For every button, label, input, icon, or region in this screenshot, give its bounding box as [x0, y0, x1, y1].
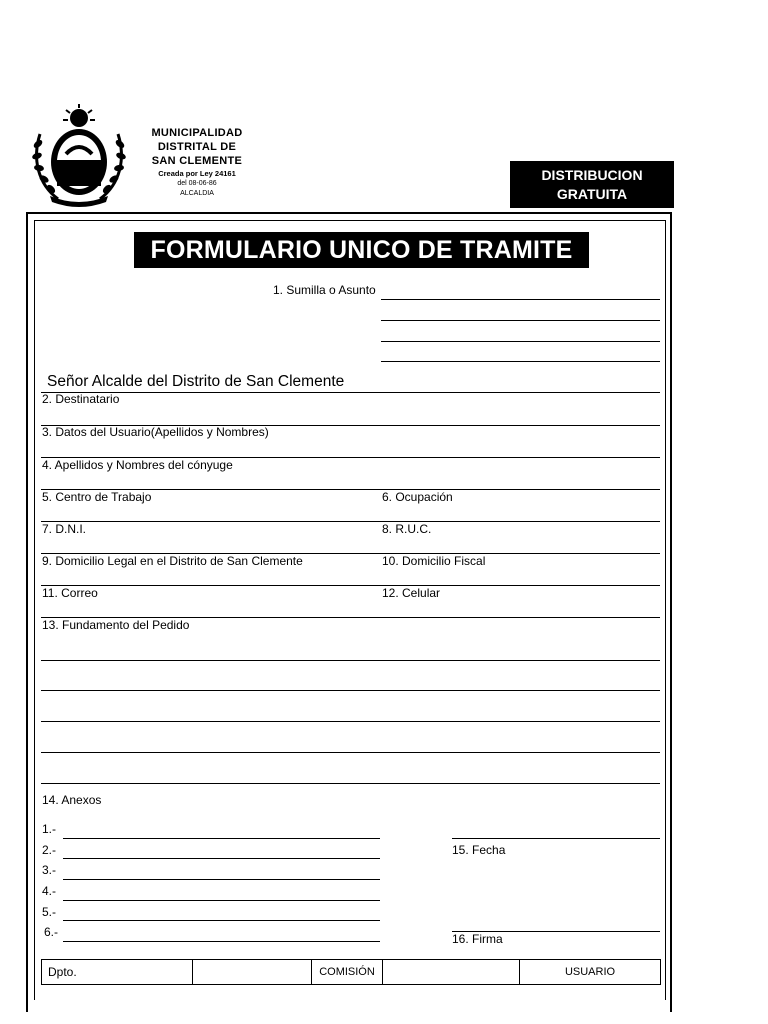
routing-table — [41, 959, 661, 985]
table-row — [42, 960, 661, 985]
field-fiscal-address-label: 10. Domicilio Fiscal — [382, 554, 486, 568]
field-reason-line[interactable] — [41, 690, 660, 691]
office-text: ALCALDIA — [180, 190, 214, 197]
field-reason-line[interactable] — [41, 660, 660, 661]
municipality-line: SAN CLEMENTE — [151, 155, 243, 167]
annex-item-line[interactable] — [63, 900, 380, 901]
table-cell-department: Dpto. — [42, 960, 193, 985]
annex-item-label: 2.- — [42, 843, 57, 857]
field-ruc-label: 8. R.U.C. — [382, 522, 432, 536]
field-subject-line[interactable] — [381, 341, 660, 342]
field-reason-label: 13. Fundamento del Pedido — [42, 618, 190, 632]
annex-item-line[interactable] — [63, 920, 380, 921]
addressee-text: Señor Alcalde del Distrito de San Clemente — [47, 373, 345, 390]
distribution-badge — [510, 161, 674, 208]
annex-item-label: 3.- — [42, 863, 57, 877]
table-cell-blank[interactable] — [383, 960, 520, 985]
field-occupation-label: 6. Ocupación — [382, 490, 453, 504]
field-recipient-label: 2. Destinatario — [42, 392, 120, 406]
field-date-label: 15. Fecha — [452, 843, 506, 857]
coat-of-arms-icon — [28, 104, 130, 208]
annex-item-label: 1.- — [42, 822, 57, 836]
municipality-name — [138, 126, 256, 199]
distribution-line: DISTRIBUCION — [541, 166, 643, 183]
table-cell-commission: COMISIÓN — [312, 960, 383, 985]
annex-item-line[interactable] — [63, 858, 380, 859]
field-date-line[interactable] — [452, 838, 660, 839]
municipality-line: MUNICIPALIDAD — [151, 127, 243, 139]
field-dni-label: 7. D.N.I. — [42, 522, 87, 536]
annex-item-label: 6.- — [44, 925, 59, 939]
annex-item-line[interactable] — [63, 838, 380, 839]
form-title: FORMULARIO UNICO DE TRAMITE — [134, 232, 589, 268]
field-phone-label: 12. Celular — [382, 586, 441, 600]
annex-item-line[interactable] — [63, 941, 380, 942]
field-workplace-line[interactable] — [41, 521, 660, 522]
annex-item-label: 4.- — [42, 884, 57, 898]
field-subject-line[interactable] — [381, 320, 660, 321]
municipality-line: DISTRITAL DE — [157, 141, 237, 153]
form-rule — [41, 392, 660, 393]
annex-item-label: 5.- — [42, 905, 57, 919]
inner-border — [34, 220, 666, 1000]
field-reason-line[interactable] — [41, 752, 660, 753]
created-date-text: del 08-06-86 — [177, 180, 217, 187]
field-user-data-label: 3. Datos del Usuario(Apellidos y Nombres) — [42, 425, 269, 439]
field-subject-line[interactable] — [381, 299, 660, 300]
distribution-line: GRATUITA — [556, 185, 628, 202]
table-cell-user: USUARIO — [520, 960, 661, 985]
field-email-label: 11. Correo — [42, 586, 98, 600]
field-workplace-label: 5. Centro de Trabajo — [42, 490, 152, 504]
annex-item-line[interactable] — [63, 879, 380, 880]
field-signature-label: 16. Firma — [452, 932, 503, 946]
created-by-text: Creada por Ley 24161 — [158, 169, 236, 178]
field-reason-line[interactable] — [41, 783, 660, 784]
field-annexes-label: 14. Anexos — [42, 793, 102, 807]
field-subject-line[interactable] — [381, 361, 660, 362]
field-reason-line[interactable] — [41, 721, 660, 722]
field-spouse-label: 4. Apellidos y Nombres del cónyuge — [42, 458, 233, 472]
table-cell-blank[interactable] — [193, 960, 312, 985]
field-address-line[interactable] — [41, 585, 660, 586]
field-legal-address-label: 9. Domicilio Legal en el Distrito de San Clemente — [42, 554, 303, 568]
field-subject-label: 1. Sumilla o Asunto — [273, 283, 376, 297]
